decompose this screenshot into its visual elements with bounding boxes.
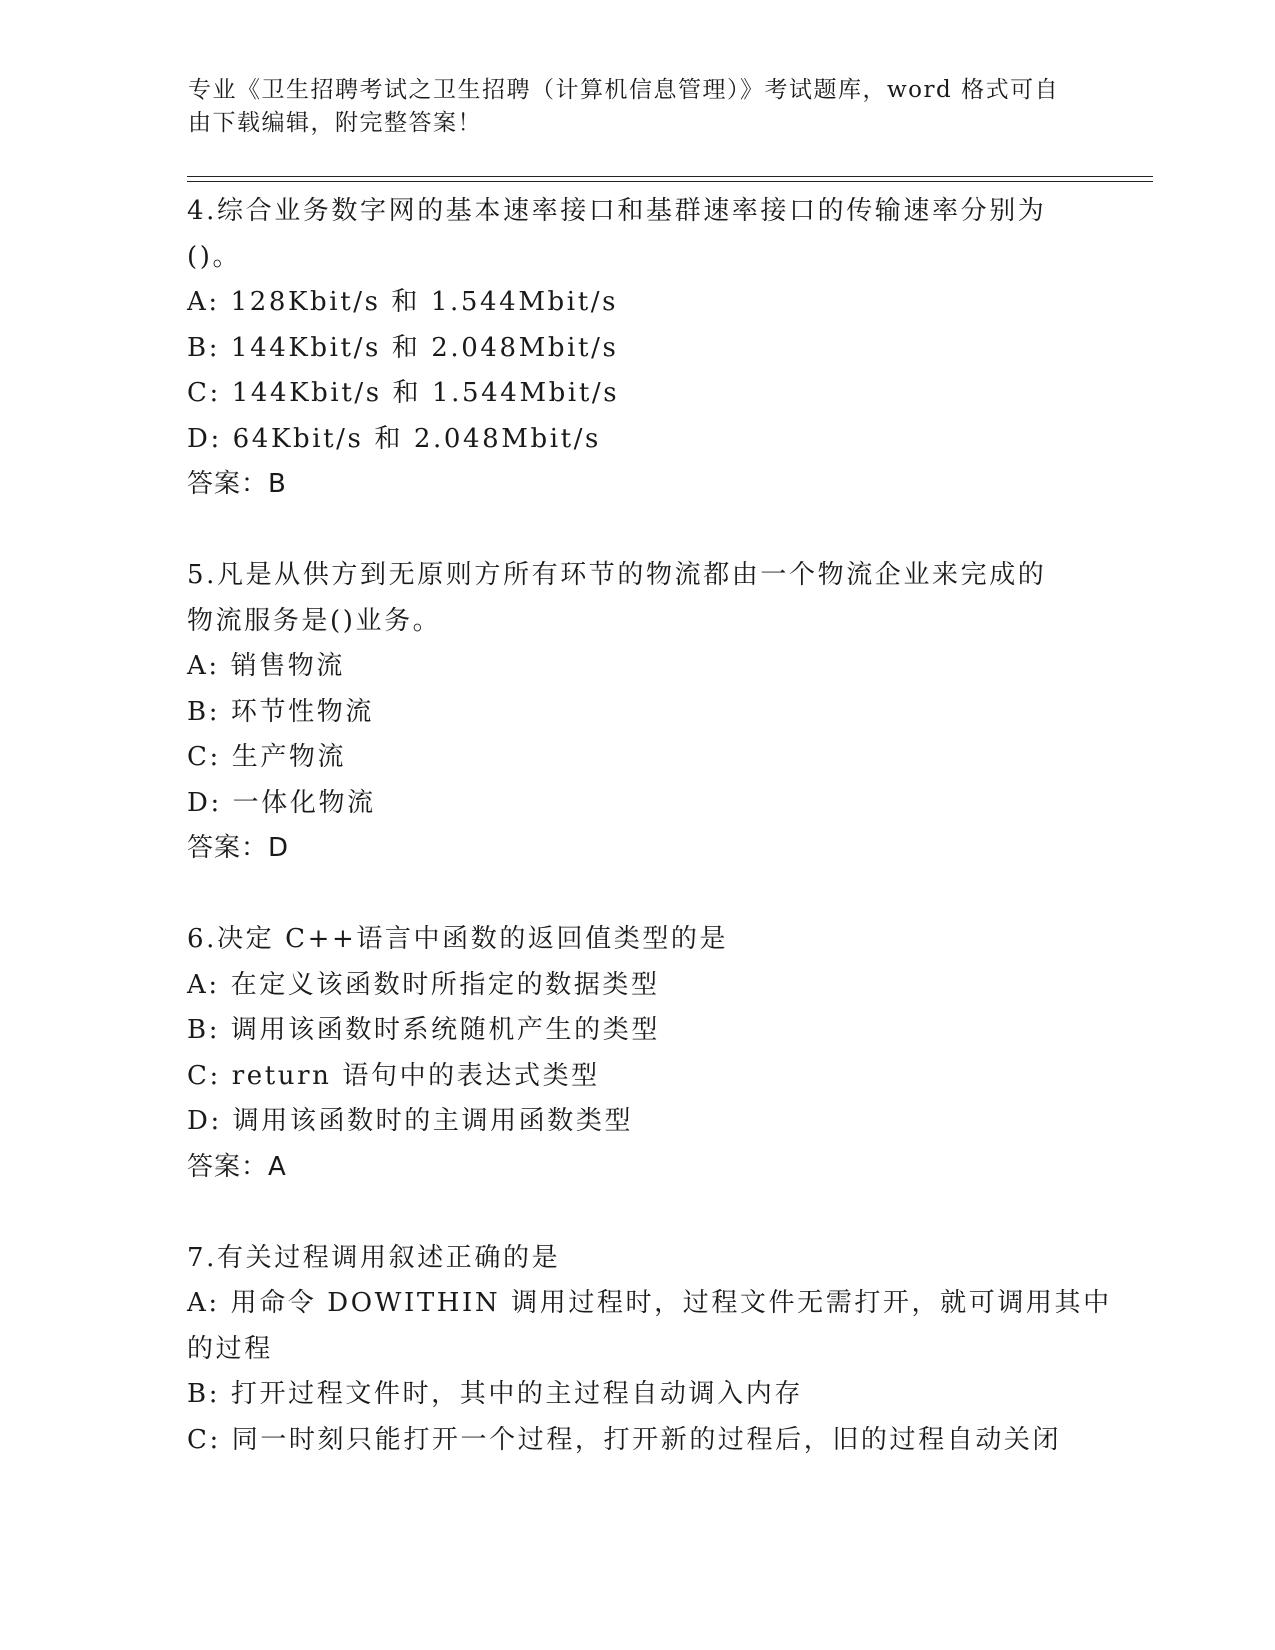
question-6-title: 6.决定 C++语言中函数的返回值类型的是 [187, 924, 729, 954]
question-4-option-d: D: 64Kbit/s 和 2.048Mbit/s [187, 423, 601, 454]
header-divider-top [187, 176, 1153, 177]
question-spacer [187, 872, 1087, 918]
question-7-option-c: C: 同一时刻只能打开一个过程，打开新的过程后，旧的过程自动关闭 [187, 1424, 1062, 1455]
question-7-option-a: A: 用命令 DOWITHIN 调用过程时，过程文件无需打开，就可调用其中 [187, 1288, 1112, 1318]
question-5-option-d: D: 一体化物流 [187, 787, 376, 818]
question-5-answer: 答案：D [187, 833, 290, 863]
question-spacer [187, 508, 1087, 554]
question-5-title: 5.凡是从供方到无原则方所有环节的物流都由一个物流企业来完成的 [187, 560, 1047, 590]
header-line-1: 专业《卫生招聘考试之卫生招聘（计算机信息管理）》考试题库，word 格式可自 [188, 77, 1060, 103]
question-4 [187, 189, 1087, 508]
question-7-title: 7.有关过程调用叙述正确的是 [187, 1242, 561, 1273]
question-7-option-b: B: 打开过程文件时，其中的主过程自动调入内存 [187, 1379, 803, 1409]
question-6-option-a: A: 在定义该函数时所指定的数据类型 [187, 969, 660, 1000]
question-5-option-c: C: 生产物流 [187, 742, 347, 772]
question-4-title: 4.综合业务数字网的基本速率接口和基群速率接口的传输速率分别为 [187, 196, 1047, 226]
question-5 [187, 553, 1087, 872]
document-header [188, 74, 1088, 140]
question-4-answer: 答案：B [187, 469, 287, 499]
question-6-option-c: C: return 语句中的表达式类型 [187, 1060, 600, 1091]
question-5-option-a: A: 销售物流 [187, 651, 346, 681]
question-4-option-a: A: 128Kbit/s 和 1.544Mbit/s [187, 287, 619, 317]
question-list [187, 189, 1112, 1463]
question-5-option-b: B: 环节性物流 [187, 696, 374, 727]
question-6-answer: 答案：A [187, 1151, 287, 1182]
question-spacer [187, 1190, 1087, 1236]
question-7 [187, 1236, 1112, 1464]
question-6-option-d: D: 调用该函数时的主调用函数类型 [187, 1106, 634, 1136]
question-5-title-cont: 物流服务是()业务。 [187, 605, 442, 636]
question-4-option-b: B: 144Kbit/s 和 2.048Mbit/s [187, 332, 619, 363]
question-4-title-cont: ()。 [187, 241, 242, 272]
question-4-option-c: C: 144Kbit/s 和 1.544Mbit/s [187, 378, 620, 408]
header-divider-bottom [187, 181, 1153, 182]
question-7-option-a-cont: 的过程 [187, 1333, 273, 1364]
header-line-2: 由下载编辑，附完整答案！ [188, 110, 482, 136]
question-6-option-b: B: 调用该函数时系统随机产生的类型 [187, 1015, 660, 1045]
question-6 [187, 917, 1087, 1190]
